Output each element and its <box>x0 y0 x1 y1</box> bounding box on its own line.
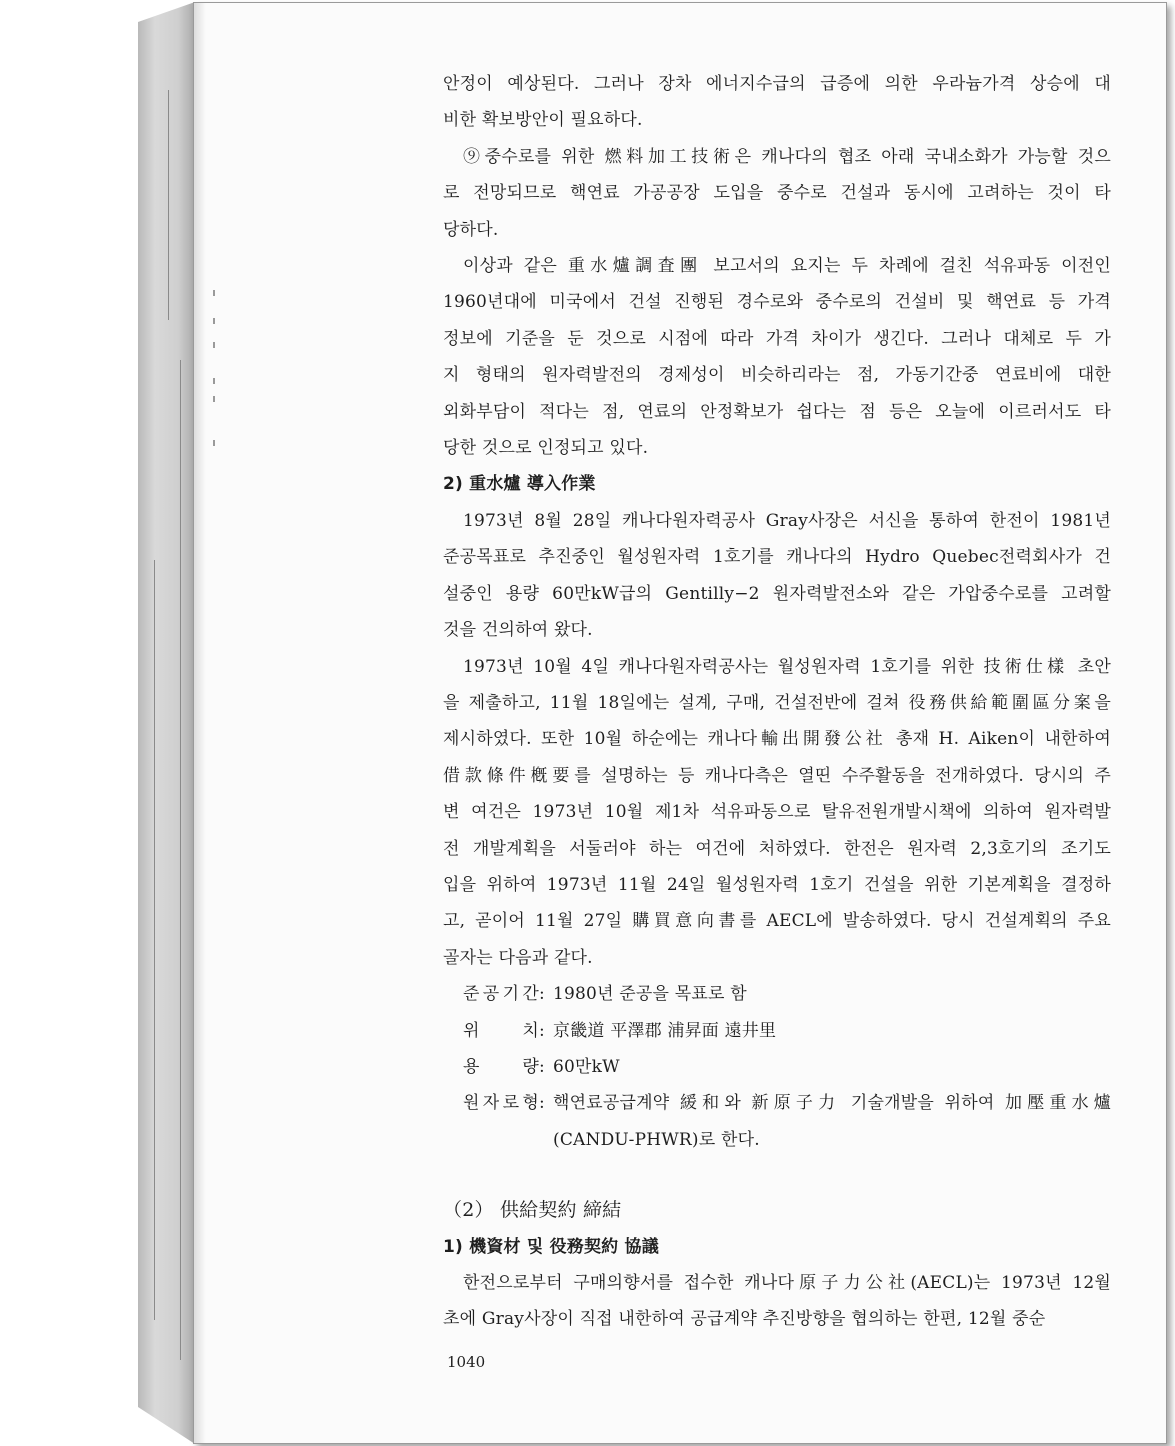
text-line: 1973년 8월 28일 캐나다원자력공사 Gray사장은 서신을 통하여 한전이 1981년 <box>463 510 1111 531</box>
spec-value: 60만kW <box>553 1056 620 1077</box>
section-heading-heavy-water-introduction: 2) 重水爐 導入作業 <box>443 474 596 495</box>
text-line: 이상과 같은 重水爐調査團 보고서의 요지는 두 차례에 걸친 석유파동 이전인 <box>463 256 1111 277</box>
section-heading-contract-negotiation: 1) 機資材 및 役務契約 協議 <box>443 1236 659 1257</box>
spec-value: 핵연료공급계약 緩和와 新原子力 기술개발을 위하여 加壓重水爐 <box>553 1093 1111 1114</box>
text-line: 1960년대에 미국에서 건설 진행된 경수로와 중수로의 건설비 및 핵연료 등 가격 <box>443 292 1111 313</box>
spec-label: 용 량 <box>463 1056 539 1077</box>
top-paragraphs <box>443 66 1111 466</box>
text-line: 지 형태의 원자력발전의 경제성이 비슷하리라는 점, 가동기간중 연료비에 대한 <box>443 365 1111 386</box>
text-line: 한전으로부터 구매의향서를 접수한 캐나다原子力公社(AECL)는 1973년 12월 <box>463 1273 1111 1293</box>
text-line: 것을 건의하여 왔다. <box>443 620 593 641</box>
spec-row: 준 공 기 간 : 1980년 준공을 목표로 함 <box>463 976 1111 1012</box>
text-line: 로 전망되므로 핵연료 가공공장 도입을 중수로 건설과 동시에 고려하는 것이 타 <box>443 183 1111 204</box>
text-line: ⑨중수로를 위한 燃料加工技術은 캐나다의 협조 아래 국내소화가 가능할 것으 <box>463 146 1111 167</box>
page-text <box>443 66 1111 1338</box>
spec-row: 용 량 : 60만kW <box>463 1049 1111 1085</box>
text-line: 안정이 예상된다. 그러나 장차 에너지수급의 급증에 의한 우라늄가격 상승에 대 <box>443 74 1111 94</box>
text-line: 외화부담이 적다는 점, 연료의 안정확보가 쉽다는 점 등은 오늘에 이르러서도 타 <box>443 401 1111 422</box>
text-line: 준공목표로 추진중인 월성원자력 1호기를 캐나다의 Hydro Quebec전력회사가 건 <box>443 547 1111 568</box>
text-line: 당하다. <box>443 219 499 240</box>
page-edge-line <box>154 560 155 1320</box>
book-page-edges <box>138 2 195 1444</box>
spec-row: 위 치 : 京畿道 平澤郡 浦昇面 遠井里 <box>463 1013 1111 1049</box>
middle-paragraphs <box>443 503 1111 976</box>
page-edge-line <box>180 360 181 1360</box>
text-line: 당한 것으로 인정되고 있다. <box>443 438 649 459</box>
text-line: 초에 Gray사장이 직접 내한하여 공급계약 추진방향을 협의하는 한편, 12월 중순 <box>443 1309 1046 1330</box>
text-line: 고, 곧이어 11월 27일 購買意向書를 AECL에 발송하였다. 당시 건설계획의 주요 <box>443 911 1111 932</box>
text-line: 정보에 기준을 둔 것으로 시점에 따라 가격 차이가 생긴다. 그러나 대체로 두 가 <box>443 328 1111 349</box>
text-line: 1973년 10월 4일 캐나다원자력공사는 월성원자력 1호기를 위한 技術仕樣 초안 <box>463 656 1111 677</box>
text-line: 을 제출하고, 11월 18일에는 설계, 구매, 건설전반에 걸쳐 役務供給範圍區分案을 <box>443 692 1111 713</box>
page-edge-line <box>168 90 169 320</box>
construction-plan-specs <box>443 976 1111 1158</box>
spec-label: 위 치 <box>463 1020 539 1041</box>
spec-value: 1980년 준공을 목표로 함 <box>553 984 747 1005</box>
page-number: 1040 <box>447 1353 486 1371</box>
spec-label: 준 공 기 간 <box>463 984 539 1005</box>
text-line: 변 여건은 1973년 10월 제1차 석유파동으로 탈유전원개발시책에 의하여 원자력발 <box>443 802 1111 823</box>
text-line: 전 개발계획을 서둘러야 하는 여건에 처하였다. 한전은 원자력 2,3호기의 조기도 <box>443 838 1111 859</box>
page-gutter-shadow <box>194 3 206 1443</box>
text-line: 借款條件槪要를 설명하는 등 캐나다측은 열띤 수주활동을 전개하였다. 당시의 주 <box>443 765 1111 786</box>
text-line: 골자는 다음과 같다. <box>443 947 593 968</box>
text-line: 비한 확보방안이 필요하다. <box>443 110 643 131</box>
spec-value-continuation: (CANDU-PHWR)로 한다. <box>553 1129 760 1150</box>
text-line: 설중인 용량 60만kW급의 Gentilly−2 원자력발전소와 같은 가압중수로를 고려할 <box>443 583 1111 604</box>
text-line: 제시하였다. 또한 10월 하순에는 캐나다輸出開發公社 총재 H. Aiken이 내한하여 <box>443 729 1111 750</box>
text-line: 입을 위하여 1973년 11월 24일 월성원자력 1호기 건설을 위한 기본계획을 결정하 <box>443 874 1111 895</box>
margin-marks <box>213 290 219 450</box>
major-heading-supply-contract: （2） 供給契約 締結 <box>443 1199 622 1222</box>
spec-row: 원 자 로 형 : 핵연료공급계약 緩和와 新原子力 기술개발을 위하여 加壓重水爐 <box>463 1085 1111 1121</box>
bottom-paragraphs <box>443 1265 1111 1338</box>
spec-label: 원 자 로 형 <box>463 1093 539 1114</box>
spec-value: 京畿道 平澤郡 浦昇面 遠井里 <box>553 1020 777 1041</box>
